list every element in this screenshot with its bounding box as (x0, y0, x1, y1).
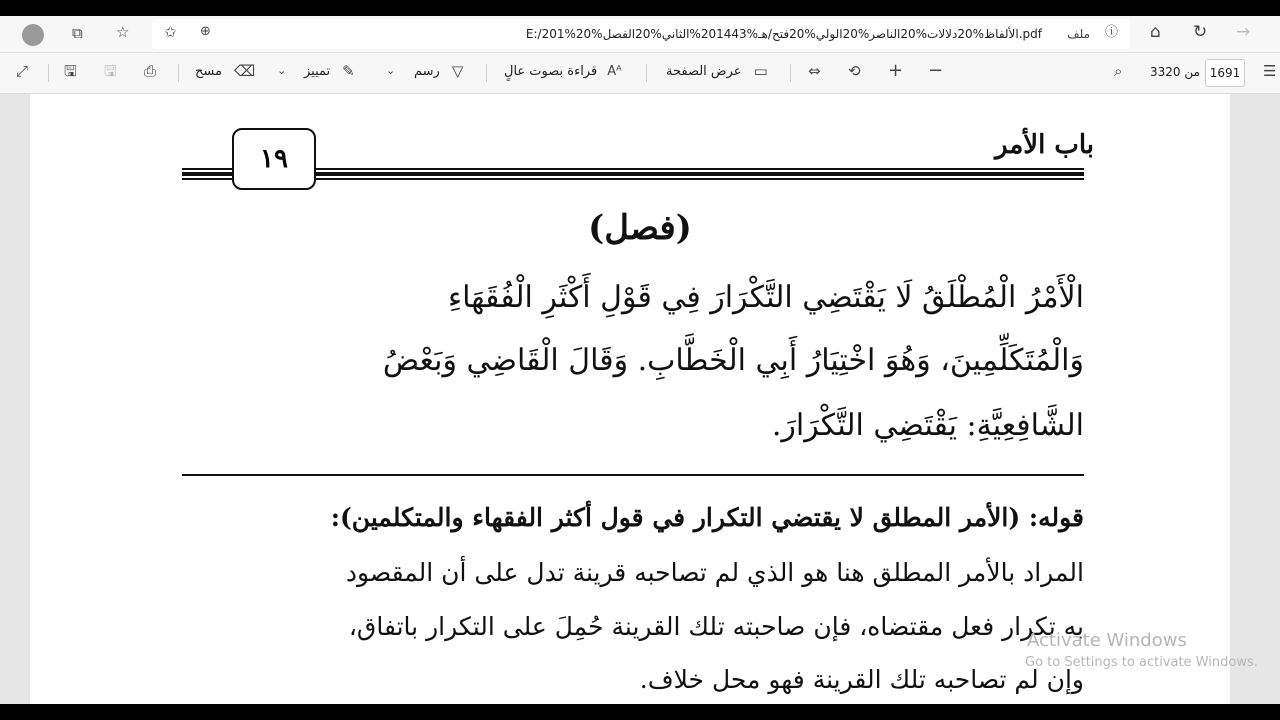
header-rule (182, 168, 1084, 170)
main-text-line: الشَّافِعِيَّةِ: يَقْتَضِي التَّكْرَارَ. (771, 408, 1084, 443)
read-aloud-icon: Aᴬ (607, 64, 622, 79)
home-icon[interactable]: ⌂ (1150, 22, 1161, 42)
refresh-icon[interactable]: ↻ (1193, 22, 1208, 42)
header-rule-thick (182, 172, 1084, 176)
section-divider (182, 474, 1084, 476)
draw-button[interactable]: رسم ▽ (414, 62, 464, 80)
browser-address-bar (0, 16, 1280, 53)
pdf-toolbar (0, 53, 1280, 94)
main-text-line: وَالْمُتَكَلِّمِينَ، وَهُوَ اخْتِيَارُ أَبِي الْخَطَّابِ. وَقَالَ الْقَاضِي وَبَعْضُ (382, 343, 1084, 378)
zoom-in-icon[interactable]: + (888, 60, 904, 81)
commentary-heading-label: قوله: (1028, 503, 1084, 532)
eraser-icon: ⌫ (233, 62, 256, 80)
page-view-button[interactable]: عرض الصفحة ▭ (666, 62, 768, 80)
address-field[interactable] (152, 19, 1130, 49)
commentary-line: وإن لم تصاحبه تلك القرينة فهو محل خلاف. (639, 665, 1084, 694)
chevron-down-icon[interactable]: ⌄ (386, 64, 396, 77)
back-icon[interactable]: → (1236, 22, 1251, 42)
search-icon[interactable]: ⌕ (1114, 62, 1123, 80)
save-icon[interactable]: 🖫 (104, 62, 117, 80)
page-total: من 3320 (1150, 65, 1200, 79)
activation-watermark-title: Activate Windows (1027, 630, 1187, 651)
section-title: (فصل) (588, 208, 692, 248)
save-as-icon[interactable]: 🖫 (64, 62, 77, 80)
zoom-out-icon[interactable]: − (928, 60, 944, 81)
erase-button[interactable]: مسح ⌫ (195, 62, 256, 80)
page-number-box: ١٩ (232, 128, 316, 190)
commentary-line: المراد بالأمر المطلق هنا هو الذي لم تصاحبه قرينة تدل على أن المقصود (345, 558, 1084, 587)
read-aloud-button[interactable]: قراءة بصوت عالٍ Aᴬ (504, 64, 622, 79)
address-url: E:/201%الألفاظ%20دلالات%20الناصر%20الولي%20فتح/هـ%201443%الثاني%20الفصل%20.pdf (525, 27, 1042, 41)
chevron-down-icon[interactable]: ⌄ (277, 64, 287, 77)
main-text-line: الْأَمْرُ الْمُطْلَقُ لَا يَقْتَضِي التَّكْرَارَ فِي قَوْلِ أَكْثَرِ الْفُقَهَاءِ (447, 280, 1084, 315)
chapter-header: باب الأمر (995, 130, 1095, 160)
commentary-heading (182, 503, 1084, 532)
favorites-icon[interactable]: ☆ (116, 23, 130, 41)
contents-icon[interactable]: ☰ (1263, 62, 1277, 80)
fullscreen-icon[interactable]: ⤢ (16, 62, 29, 80)
profile-avatar[interactable] (22, 24, 44, 46)
info-icon[interactable]: ⓘ (1104, 25, 1118, 40)
fit-width-icon[interactable]: ⇔ (808, 62, 821, 80)
address-file-label: ملف (1067, 27, 1090, 41)
zoom-icon[interactable]: ⊕ (200, 24, 211, 39)
page-view-icon: ▭ (753, 62, 768, 80)
commentary-heading-quote: (الأمر المطلق لا يقتضي التكرار في قول أكثر الفقهاء والمتكلمين): (330, 503, 1021, 532)
header-rule-thin (182, 178, 1084, 180)
print-icon[interactable]: ⎙ (144, 62, 157, 80)
page-number-input[interactable]: 1691 (1205, 59, 1245, 87)
activation-watermark-subtitle: Go to Settings to activate Windows. (1025, 655, 1258, 670)
highlight-button[interactable]: تمييز ✎ (304, 62, 355, 80)
collections-icon[interactable]: ⧉ (72, 24, 83, 42)
commentary-line: به تكرار فعل مقتضاه، فإن صاحبته تلك القرينة حُمِلَ على التكرار باتفاق، (348, 612, 1084, 641)
add-favorite-icon[interactable]: ✩ (164, 23, 177, 41)
rotate-icon[interactable]: ⟲ (848, 62, 861, 80)
pen-icon: ▽ (451, 62, 464, 80)
highlighter-icon: ✎ (342, 62, 355, 80)
